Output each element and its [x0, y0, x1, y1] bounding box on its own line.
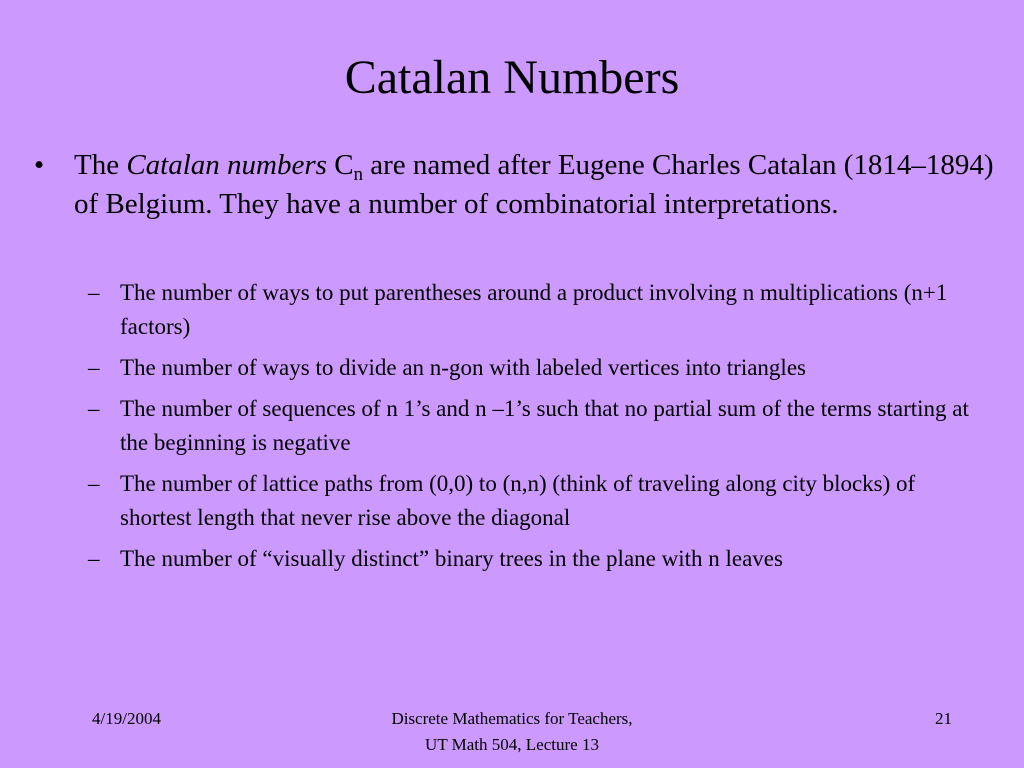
- list-item: [88, 276, 988, 344]
- list-item: [88, 392, 988, 460]
- list-item-text: The number of ways to put parentheses around a product involving n multiplications (n+1 factors): [120, 280, 948, 339]
- footer-page-number: 21: [935, 709, 952, 728]
- list-item-text: The number of lattice paths from (0,0) to (n,n) (think of traveling along city blocks) of shortest length that never rise above the diagonal: [120, 471, 916, 530]
- list-item: [88, 467, 988, 535]
- catalan-numbers-term: Catalan numbers: [126, 149, 327, 181]
- list-item-text: The number of “visually distinct” binary trees in the plane with n leaves: [120, 546, 783, 571]
- footer-course: [312, 706, 712, 758]
- dash-marker: –: [88, 355, 100, 380]
- bullet-marker: •: [34, 149, 45, 181]
- footer-course-line2: UT Math 504, Lecture 13: [425, 735, 599, 754]
- interpretations-list: [88, 276, 988, 583]
- footer-course-line1: Discrete Mathematics for Teachers,: [391, 709, 633, 728]
- list-item-text: The number of ways to divide an n-gon with labeled vertices into triangles: [120, 355, 806, 380]
- footer-date: 4/19/2004: [92, 709, 161, 728]
- catalan-symbol: C: [326, 149, 354, 181]
- main-bullet: [34, 146, 994, 224]
- list-item: [88, 542, 988, 576]
- dash-marker: –: [88, 396, 100, 421]
- main-bullet-rest: are named after Eugene Charles Catalan (1814–1894) of Belgium. They have a number of combinatorial interpretations.: [74, 149, 994, 220]
- dash-marker: –: [88, 471, 100, 496]
- main-bullet-prefix: The: [74, 149, 127, 181]
- main-bullet-text: [74, 146, 994, 224]
- list-item-text: The number of sequences of n 1’s and n –1’s such that no partial sum of the terms starting at the beginning is negative: [120, 396, 969, 455]
- dash-marker: –: [88, 546, 100, 571]
- list-item: [88, 351, 988, 385]
- catalan-subscript: n: [353, 164, 364, 185]
- slide-title: Catalan Numbers: [344, 51, 680, 104]
- dash-marker: –: [88, 280, 100, 305]
